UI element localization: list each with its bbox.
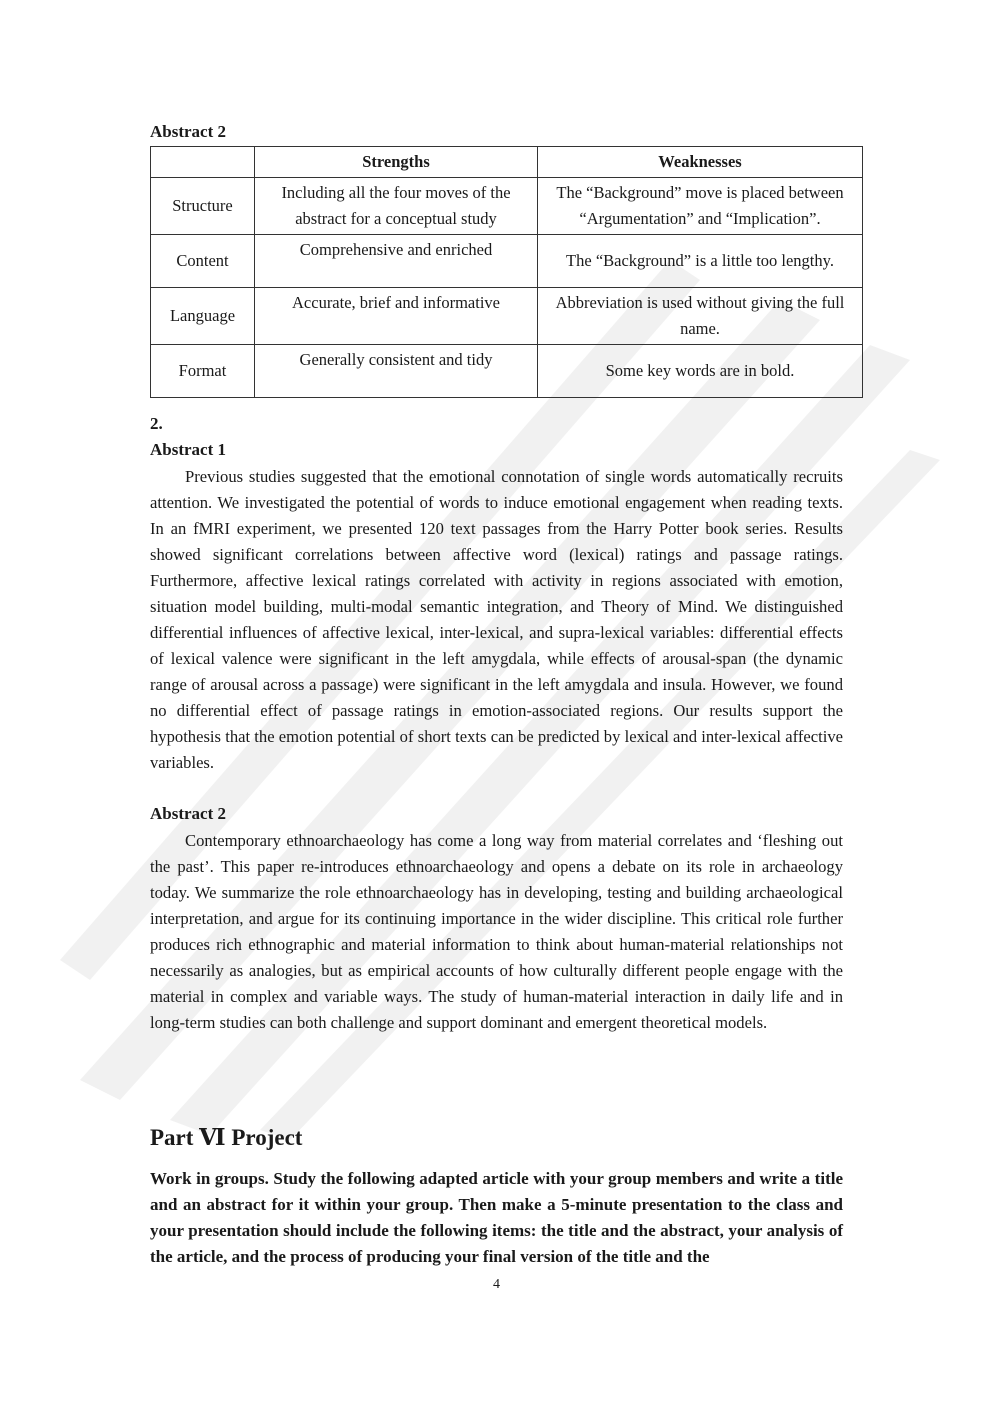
table-cell-weaknesses: Some key words are in bold. bbox=[538, 345, 863, 398]
table-row bbox=[151, 345, 863, 398]
part-title: Part Ⅵ Project bbox=[150, 1125, 303, 1150]
table-cell-aspect: Content bbox=[151, 235, 255, 288]
evaluation-table bbox=[150, 146, 863, 398]
abstract2-heading: Abstract 2 bbox=[150, 804, 227, 823]
abstract2-table-heading: Abstract 2 bbox=[150, 122, 227, 141]
section-number: 2. bbox=[150, 414, 163, 433]
table-cell-weaknesses: The “Background” move is placed between “Argumentation” and “Implication”. bbox=[538, 178, 863, 235]
table-cell-aspect: Language bbox=[151, 288, 255, 345]
table-cell-strengths: Accurate, brief and informative bbox=[255, 288, 538, 345]
table-header-aspect bbox=[151, 147, 255, 178]
table-header-weaknesses: Weaknesses bbox=[538, 147, 863, 178]
project-instruction: Work in groups. Study the following adapted article with your group members and write a title and an abstract for it within your group. Then make a 5-minute presentation to the class and your presentation should include the following items: the title and the abstract, your analysis of the article, and the process of producing your final version of the title and the bbox=[150, 1169, 843, 1266]
table-cell-weaknesses: The “Background” is a little too lengthy. bbox=[538, 235, 863, 288]
table-row bbox=[151, 235, 863, 288]
abstract1-heading: Abstract 1 bbox=[150, 440, 227, 459]
abstract1-text: Previous studies suggested that the emotional connotation of single words automatically recruits attention. We investigated the potential of words to induce emotional engagement when reading texts. In an fMRI experiment, we presented 120 text passages from the Harry Potter book series. Results showed significant correlations between affective word (lexical) ratings and passage ratings. Furthermore, affective lexical ratings correlated with activity in regions associated with emotion, situation model building, multi-modal semantic integration, and Theory of Mind. We distinguished differential influences of affective lexical, inter-lexical, and supra-lexical variables: differential effects of lexical valence were significant in the left amygdala, while effects of arousal-span (the dynamic range of arousal across a passage) were significant in the left amygdala and insula. However, we found no differential effect of passage ratings in emotion-associated regions. Our results support the hypothesis that the emotion potential of short texts can be predicted by lexical and inter-lexical affective variables. bbox=[150, 467, 843, 772]
table-row bbox=[151, 288, 863, 345]
table-cell-strengths: Generally consistent and tidy bbox=[255, 345, 538, 398]
page-number: 4 bbox=[493, 1277, 500, 1292]
table-cell-weaknesses: Abbreviation is used without giving the full name. bbox=[538, 288, 863, 345]
table-cell-strengths: Including all the four moves of the abstract for a conceptual study bbox=[255, 178, 538, 235]
table-cell-aspect: Structure bbox=[151, 178, 255, 235]
table-cell-aspect: Format bbox=[151, 345, 255, 398]
table-header-strengths: Strengths bbox=[255, 147, 538, 178]
abstract2-text: Contemporary ethnoarchaeology has come a long way from material correlates and ‘fleshing out the past’. This paper re-introduces ethnoarchaeology and opens a debate on its role in archaeology today. We summarize the role ethnoarchaeology has in developing, testing and building archaeological interpretation, and argue for its continuing importance in the wider discipline. This critical role further produces rich ethnographic and material information to think about human-material relationships not necessarily as analogies, but as empirical accounts of how culturally different people engage with the material in complex and variable ways. The study of human-material interaction in daily life and in long-term studies can both challenge and support dominant and emergent theoretical models. bbox=[150, 831, 843, 1032]
table-header-row bbox=[151, 147, 863, 178]
table-row bbox=[151, 178, 863, 235]
table-cell-strengths: Comprehensive and enriched bbox=[255, 235, 538, 288]
